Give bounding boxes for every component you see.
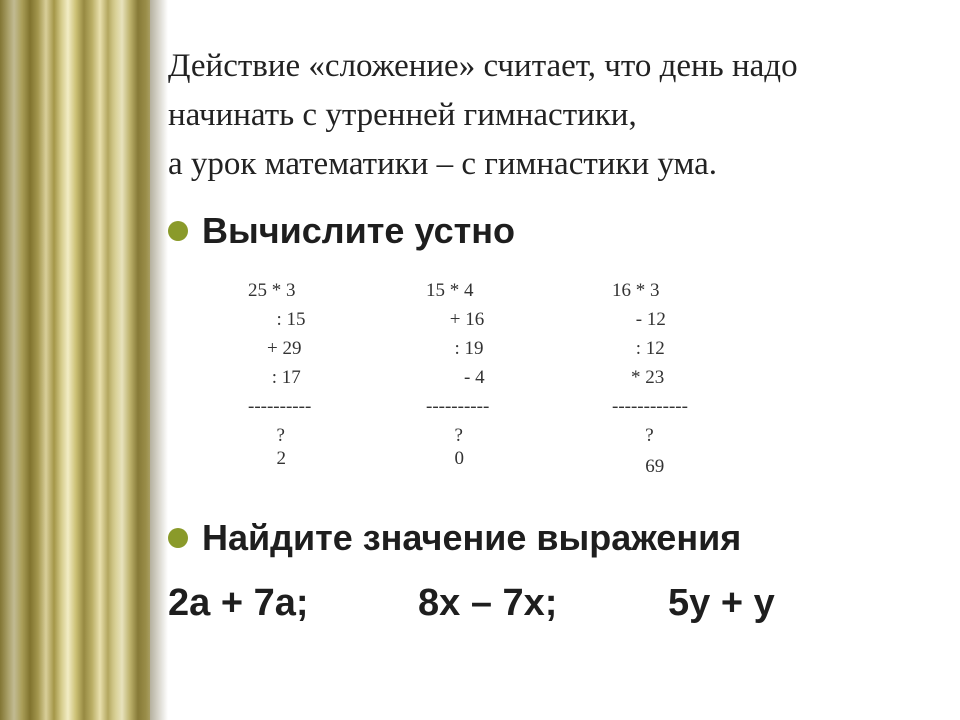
calc-line: ------------ <box>612 396 688 417</box>
calc-line: ---------- <box>426 396 490 417</box>
calc-line: - 4 <box>426 367 485 388</box>
calc-line: 69 <box>612 456 665 477</box>
intro-line-2: начинать с утренней гимнастики, <box>168 97 637 133</box>
calc-line: ---------- <box>248 396 312 417</box>
expression-1: 2а + 7а; <box>168 582 309 624</box>
calc-line: : 19 <box>426 338 484 359</box>
calc-line: : 12 <box>612 338 665 359</box>
section1-heading: Вычислите устно <box>202 210 515 251</box>
calc-line: - 12 <box>612 309 666 330</box>
calc-line: 16 * 3 <box>612 280 660 301</box>
intro-text <box>168 42 928 189</box>
intro-line-1: Действие «сложение» считает, что день надо <box>168 48 798 84</box>
calc-line: * 23 <box>612 367 665 388</box>
expression-2: 8х – 7х; <box>418 582 558 624</box>
calc-line: 15 * 4 <box>426 280 474 301</box>
calc-line: + 29 <box>248 338 302 359</box>
calc-line: ? <box>248 425 285 446</box>
section1-heading-row <box>168 210 515 252</box>
calc-line: 0 <box>426 448 464 469</box>
calc-column-1 <box>248 276 311 473</box>
calc-line: ? <box>426 425 463 446</box>
calc-column-3 <box>612 276 688 481</box>
calc-column-2 <box>426 276 489 473</box>
bullet-dot-icon <box>168 528 188 548</box>
calc-line: : 17 <box>248 367 301 388</box>
calc-line: ? <box>612 425 654 446</box>
expression-3: 5у + у <box>668 582 775 624</box>
section2-heading: Найдите значение выражения <box>202 517 742 558</box>
section2-heading-row <box>168 517 741 559</box>
calc-line: : 15 <box>248 309 306 330</box>
calc-line: 25 * 3 <box>248 280 296 301</box>
curtain-edge-shadow <box>150 0 168 720</box>
calc-line: 2 <box>248 448 286 469</box>
intro-line-3: а урок математики – с гимнастики ума. <box>168 146 717 182</box>
bullet-dot-icon <box>168 221 188 241</box>
calc-line: + 16 <box>426 309 485 330</box>
curtain-shading <box>0 0 150 720</box>
